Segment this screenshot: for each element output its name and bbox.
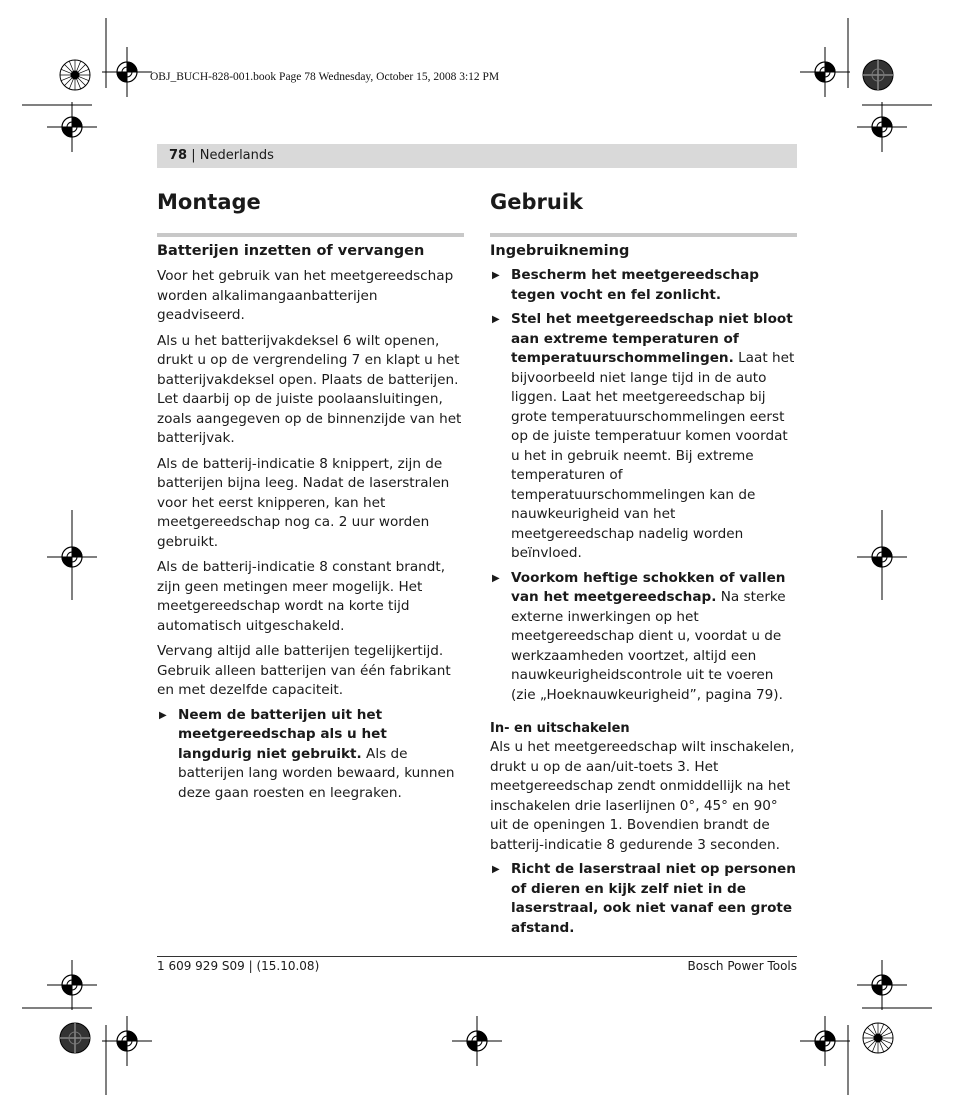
paragraph: Als u het batterijvakdeksel 6 wilt openen, drukt u op de vergrendeling 7 en klapt u het batterijvakdeksel open. Plaats de batterijen. Let daarbij op de juiste poolaansluitingen, zoals aangegeven op de binnenzijde van het batterijvak. (157, 332, 462, 446)
bullet-arrow-icon: ▶ (159, 709, 167, 721)
bullet-text: Als de batterijen lang worden bewaard, kunnen deze gaan roesten en leegraken. (178, 745, 455, 801)
header-separator: | (187, 148, 200, 163)
registration-mark-icon (857, 532, 907, 582)
footer-doc-number: 1 609 929 S09 | (15.10.08) (157, 959, 320, 973)
bullet-arrow-icon: ▶ (492, 270, 500, 281)
bullet-bold: Bescherm het meetgereedschap tegen vocht en fel zonlicht. (511, 267, 760, 303)
footer-brand: Bosch Power Tools (687, 959, 797, 973)
registration-mark-icon (47, 102, 97, 152)
bullet-bold: Richt de laserstraal niet op personen of dieren en kijk zelf niet in de laserstraal, ook niet vanaf een grote afstand. (511, 861, 796, 936)
registration-mark-icon (102, 47, 152, 97)
registration-mark-icon (47, 960, 97, 1010)
page-header (157, 144, 797, 168)
warning-bullet (490, 860, 797, 938)
footer-rule (157, 956, 797, 957)
section-title-gebruik: Gebruik (490, 190, 583, 214)
bullet-bold: Voorkom heftige schokken of vallen van het meetgereedschap. (511, 569, 786, 605)
left-column (157, 188, 464, 803)
bullet-item (490, 266, 797, 305)
registration-mark-icon (452, 1016, 502, 1066)
registration-mark-icon (47, 532, 97, 582)
paragraph: Als u het meetgereedschap wilt inschakelen, drukt u op de aan/uit-toets 3. Het meetgereedschap zendt onmiddellijk na het inschakelen drie laserlijnen 0°, 45° en 90° uit de openingen 1. Bovendien brandt de batterij-indicatie 8 gedurende 3 seconden. (490, 739, 795, 853)
subhead-batteries: Batterijen inzetten of vervangen (157, 233, 464, 261)
paragraph: Als de batterij-indicatie 8 knippert, zijn de batterijen bijna leeg. Nadat de laserstralen voor het eerst knipperen, kan het meetgereedschap nog ca. 2 uur worden gebruikt. (157, 455, 450, 550)
bullet-text: Laat het bijvoorbeeld niet lange tijd in de auto liggen. Laat het meetgereedschap bij grote temperatuurschommelingen eerst op de juiste temperatuur komen voordat u het in gebruik neemt. Bij extreme temperaturen of temperatuurschommelingen kan de nauwkeurigheid van het meetgereedschap nadelig worden beïnvloed. (511, 350, 795, 561)
dark-target-icon (863, 60, 893, 90)
registration-mark-icon (800, 47, 850, 97)
paragraph: Voor het gebruik van het meetgereedschap worden alkalimangaanbatterijen geadviseerd. (157, 268, 454, 323)
header-language: Nederlands (199, 148, 274, 163)
bullet-bold: Stel het meetgereedschap niet bloot aan extreme temperaturen of temperatuurschommelingen. (511, 311, 793, 366)
bullet-arrow-icon: ▶ (492, 864, 500, 875)
subhead-ingebruikneming: Ingebruikneming (490, 233, 797, 261)
paragraph: Vervang altijd alle batterijen tegelijkertijd. Gebruik alleen batterijen van één fabrikant en met dezelfde capaciteit. (157, 643, 451, 698)
page-number: 78 (169, 148, 188, 163)
right-column (490, 188, 797, 938)
section-title-montage: Montage (157, 190, 261, 214)
registration-mark-icon (857, 960, 907, 1010)
registration-mark-icon (857, 102, 907, 152)
star-target-icon (60, 60, 90, 90)
star-target-icon (863, 1023, 893, 1053)
bullet-text: Na sterke externe inwerkingen op het meetgereedschap dient u, voordat u de werkzaamheden voortzet, altijd een nauwkeurigheidscontrole uit te voeren (zie „Hoeknauwkeurigheid”, pagina 79). (511, 589, 786, 703)
bullet-arrow-icon: ▶ (492, 572, 500, 584)
registration-mark-icon (800, 1016, 850, 1066)
bullet-arrow-icon: ▶ (492, 314, 500, 325)
dark-target-icon (60, 1023, 90, 1053)
header-text (169, 148, 274, 163)
bullet-bold: Neem de batterijen uit het meetgereedschap als u het langdurig niet gebruikt. (178, 706, 387, 762)
subhead-in-uitschakelen: In- en uitschakelen (490, 721, 630, 736)
bullet-item (157, 706, 464, 804)
bullet-item (490, 569, 797, 706)
registration-mark-icon (102, 1016, 152, 1066)
paragraph: Als de batterij-indicatie 8 constant brandt, zijn geen metingen meer mogelijk. Het meetgereedschap wordt na korte tijd automatisch uitgeschakeld. (157, 559, 446, 634)
bullet-item (490, 310, 797, 564)
print-slug: OBJ_BUCH-828-001.book Page 78 Wednesday, October 15, 2008 3:12 PM (150, 71, 500, 83)
